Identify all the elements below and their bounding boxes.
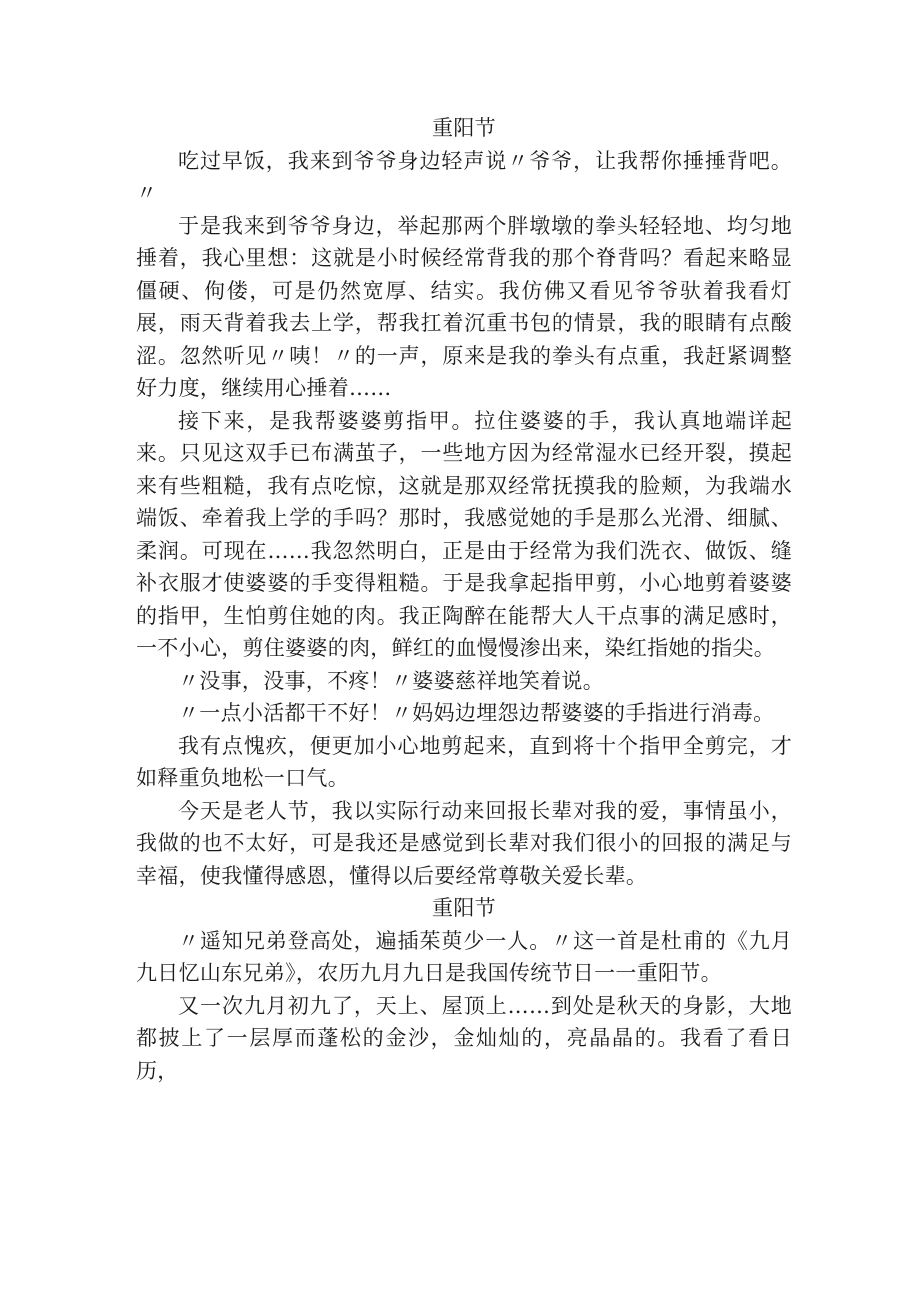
paragraph: 〃遥知兄弟登高处，遍插茱萸少一人。〃这一首是杜甫的《九月九日忆山东兄弟》，农历九月九日是我国传统节日一一重阳节。: [136, 928, 792, 985]
paragraph: 〃一点小活都干不好！〃妈妈边埋怨边帮婆婆的手指进行消毒。: [178, 701, 775, 725]
paragraph: 又一次九月初九了，天上、屋顶上……到处是秋天的身影，大地都披上了一层厚而蓬松的金沙，金灿灿的，亮晶晶的。我看了看日历，: [136, 993, 792, 1083]
paragraph: 吃过早饭，我来到爷爷身边轻声说〃爷爷，让我帮你捶捶背吧。〃: [136, 148, 792, 205]
paragraph: 接下来，是我帮婆婆剪指甲。拉住婆婆的手，我认真地端详起来。只见这双手已布满茧子，一些地方因为经常湿水已经开裂，摸起来有些粗糙，我有点吃惊，这就是那双经常抚摸我的脸颊，为我端水端饭、牵着我上学的手吗？那时，我感觉她的手是那么光滑、细腻、柔润。可现在……我忽然明白，正是由于经常为我们洗衣、做饭、缝补衣服才使婆婆的手变得粗糙。于是我拿起指甲剪，小心地剪着婆婆的指甲，生怕剪住她的肉。我正陶醉在能帮大人干点事的满足感时，一不小心，剪住婆婆的肉，鲜红的血慢慢渗出来，染红指她的指尖。: [136, 408, 792, 660]
paragraph: 我有点愧疚，便更加小心地剪起来，直到将十个指甲全剪完，才如释重负地松一口气。: [136, 733, 792, 790]
document-body: [136, 112, 792, 1087]
paragraph: 〃没事，没事，不疼！〃婆婆慈祥地笑着说。: [178, 668, 604, 693]
article-title: 重阳节: [432, 896, 496, 920]
paragraph: 今天是老人节，我以实际行动来回报长辈对我的爱，事情虽小，我做的也不太好，可是我还是感觉到长辈对我们很小的回报的满足与幸福，使我懂得感恩，懂得以后要经常尊敬关爱长辈。: [136, 798, 792, 888]
paragraph: 于是我来到爷爷身边，举起那两个胖墩墩的拳头轻轻地、均匀地捶着，我心里想：这就是小时候经常背我的那个脊背吗？看起来略显僵硬、佝偻，可是仍然宽厚、结实。我仿佛又看见爷爷驮着我看灯展，雨天背着我去上学，帮我扛着沉重书包的情景，我的眼睛有点酸涩。忽然听见〃咦！〃的一声，原来是我的拳头有点重，我赶紧调整好力度，继续用心捶着……: [136, 213, 792, 400]
article-title: 重阳节: [432, 116, 496, 140]
